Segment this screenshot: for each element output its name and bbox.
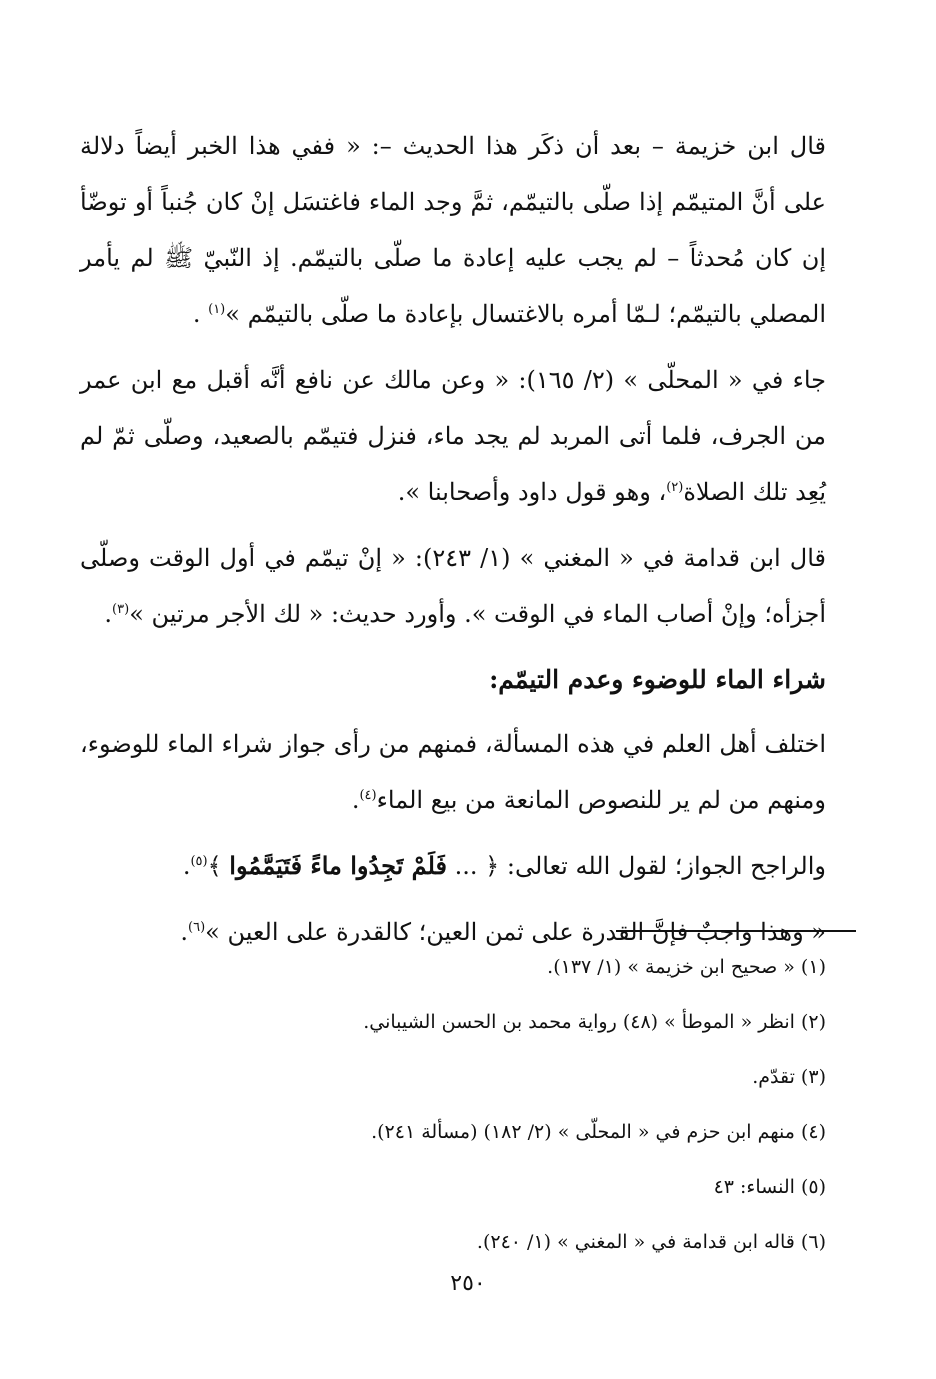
main-text [80, 118, 826, 970]
paragraph-ibn-khuzaymah: قال ابن خزيمة – بعد أن ذكَر هذا الحديث –: « ففي هذا الخبر أيضاً دلالة على أنَّ المتيمّم إذا صلّى بالتيمّم، ثمَّ وجد الماء فاغتسَل إنْ كان جُنباً أو توضّأ إن كان مُحدثاً – لم يجب عليه إعادة ما صلّى بالتيمّم. إذ النّبيّ ﷺ لم يأمر المصلي بالتيمّم؛ لـمّا أمره بالاغتسال بإعادة ما صلّى بالتيمّم »$^{(١)}$ . [80, 132, 826, 328]
paragraph-muhalla [80, 352, 826, 520]
paragraph-tail: . [104, 600, 113, 628]
footnote-6: (٦) قاله ابن قدامة في « المغني » (١/ ٢٤٠). [476, 1231, 826, 1253]
footnote-marker: (٣) [112, 602, 130, 617]
section-heading: شراء الماء للوضوء وعدم التيمّم: [489, 665, 826, 694]
page-number: ٢٥٠ [450, 1271, 486, 1296]
paragraph-tail: . [180, 918, 189, 946]
verse-lead: والراجح الجواز؛ لقول الله تعالى: ﴿ ... [447, 852, 826, 880]
footnotes [120, 940, 826, 1270]
verse-close: ﴾ [207, 852, 230, 880]
footnote-marker: (١) [208, 302, 226, 317]
paragraph-text: جاء في « المحلّى » (٢/ ١٦٥): « وعن مالك عن نافع أنَّه أقبل مع ابن عمر من الجرف، فلما أتى المربد لم يجد ماء، فنزل فتيمّم بالصعيد، وصلّى ثمّ لم يُعِد تلك الصلاة [80, 366, 826, 506]
footnote-marker: (٦) [188, 920, 206, 935]
footnote-5: (٥) النساء: ٤٣ [713, 1176, 826, 1198]
paragraph-tail: ، وهو قول داود وأصحابنا ». [397, 478, 667, 506]
footnote-2: (٢) انظر « الموطأ » (٤٨) رواية محمد بن الحسن الشيباني. [363, 1011, 826, 1033]
footnote-marker: (٤) [359, 788, 377, 803]
paragraph-text: قال ابن قدامة في « المغني » (١/ ٢٤٣): « إنْ تيمّم في أول الوقت وصلّى أجزأه؛ وإنْ أصاب الماء في الوقت ». وأورد حديث: « لك الأجر مرتين » [80, 544, 827, 628]
paragraph-text: اختلف أهل العلم في هذه المسألة، فمنهم من رأى جواز شراء الماء للوضوء، ومنهم من لم ير للنصوص المانعة من بيع الماء [80, 730, 826, 814]
paragraph-ibn-qudamah [80, 530, 826, 642]
footnote-separator [616, 930, 856, 932]
quran-verse: فَلَمْ تَجِدُوا ماءً فَتَيَمَّمُوا [229, 851, 448, 880]
paragraph-text: « وهذا واجبٌ فإنَّ القدرة على ثمن العين؛ كالقدرة على العين » [205, 918, 826, 946]
footnote-marker: (٥) [190, 854, 208, 869]
footnote-4: (٤) منهم ابن حزم في « المحلّى » (٢/ ١٨٢) (مسألة ٢٤١). [371, 1121, 826, 1143]
paragraph-tail: . [351, 786, 360, 814]
footnote-marker: (٢) [666, 480, 684, 495]
footnote-3: (٣) تقدّم. [752, 1066, 826, 1088]
footnote-1: (١) « صحيح ابن خزيمة » (١/ ١٣٧). [547, 956, 826, 978]
paragraph-text: قال ابن خزيمة – بعد أن ذكَر هذا الحديث –: « ففي هذا الخبر أيضاً دلالة على أنَّ المتيمّم إذا صلّى بالتيمّم، ثمَّ وجد الماء فاغتسَل إنْ كان جُنباً أو توضّأ إن كان مُحدثاً – لم يجب عليه إعادة ما صلّى بالتيمّم. إذ النّبيّ ﷺ لم يأمر المصلي بالتيمّم؛ لـمّا أمره بالاغتسال بإعادة ما صلّى بالتيمّم » [80, 132, 826, 328]
paragraph-tail: . [182, 852, 191, 880]
paragraph-verse [80, 838, 826, 894]
paragraph-disagreement [80, 716, 826, 828]
